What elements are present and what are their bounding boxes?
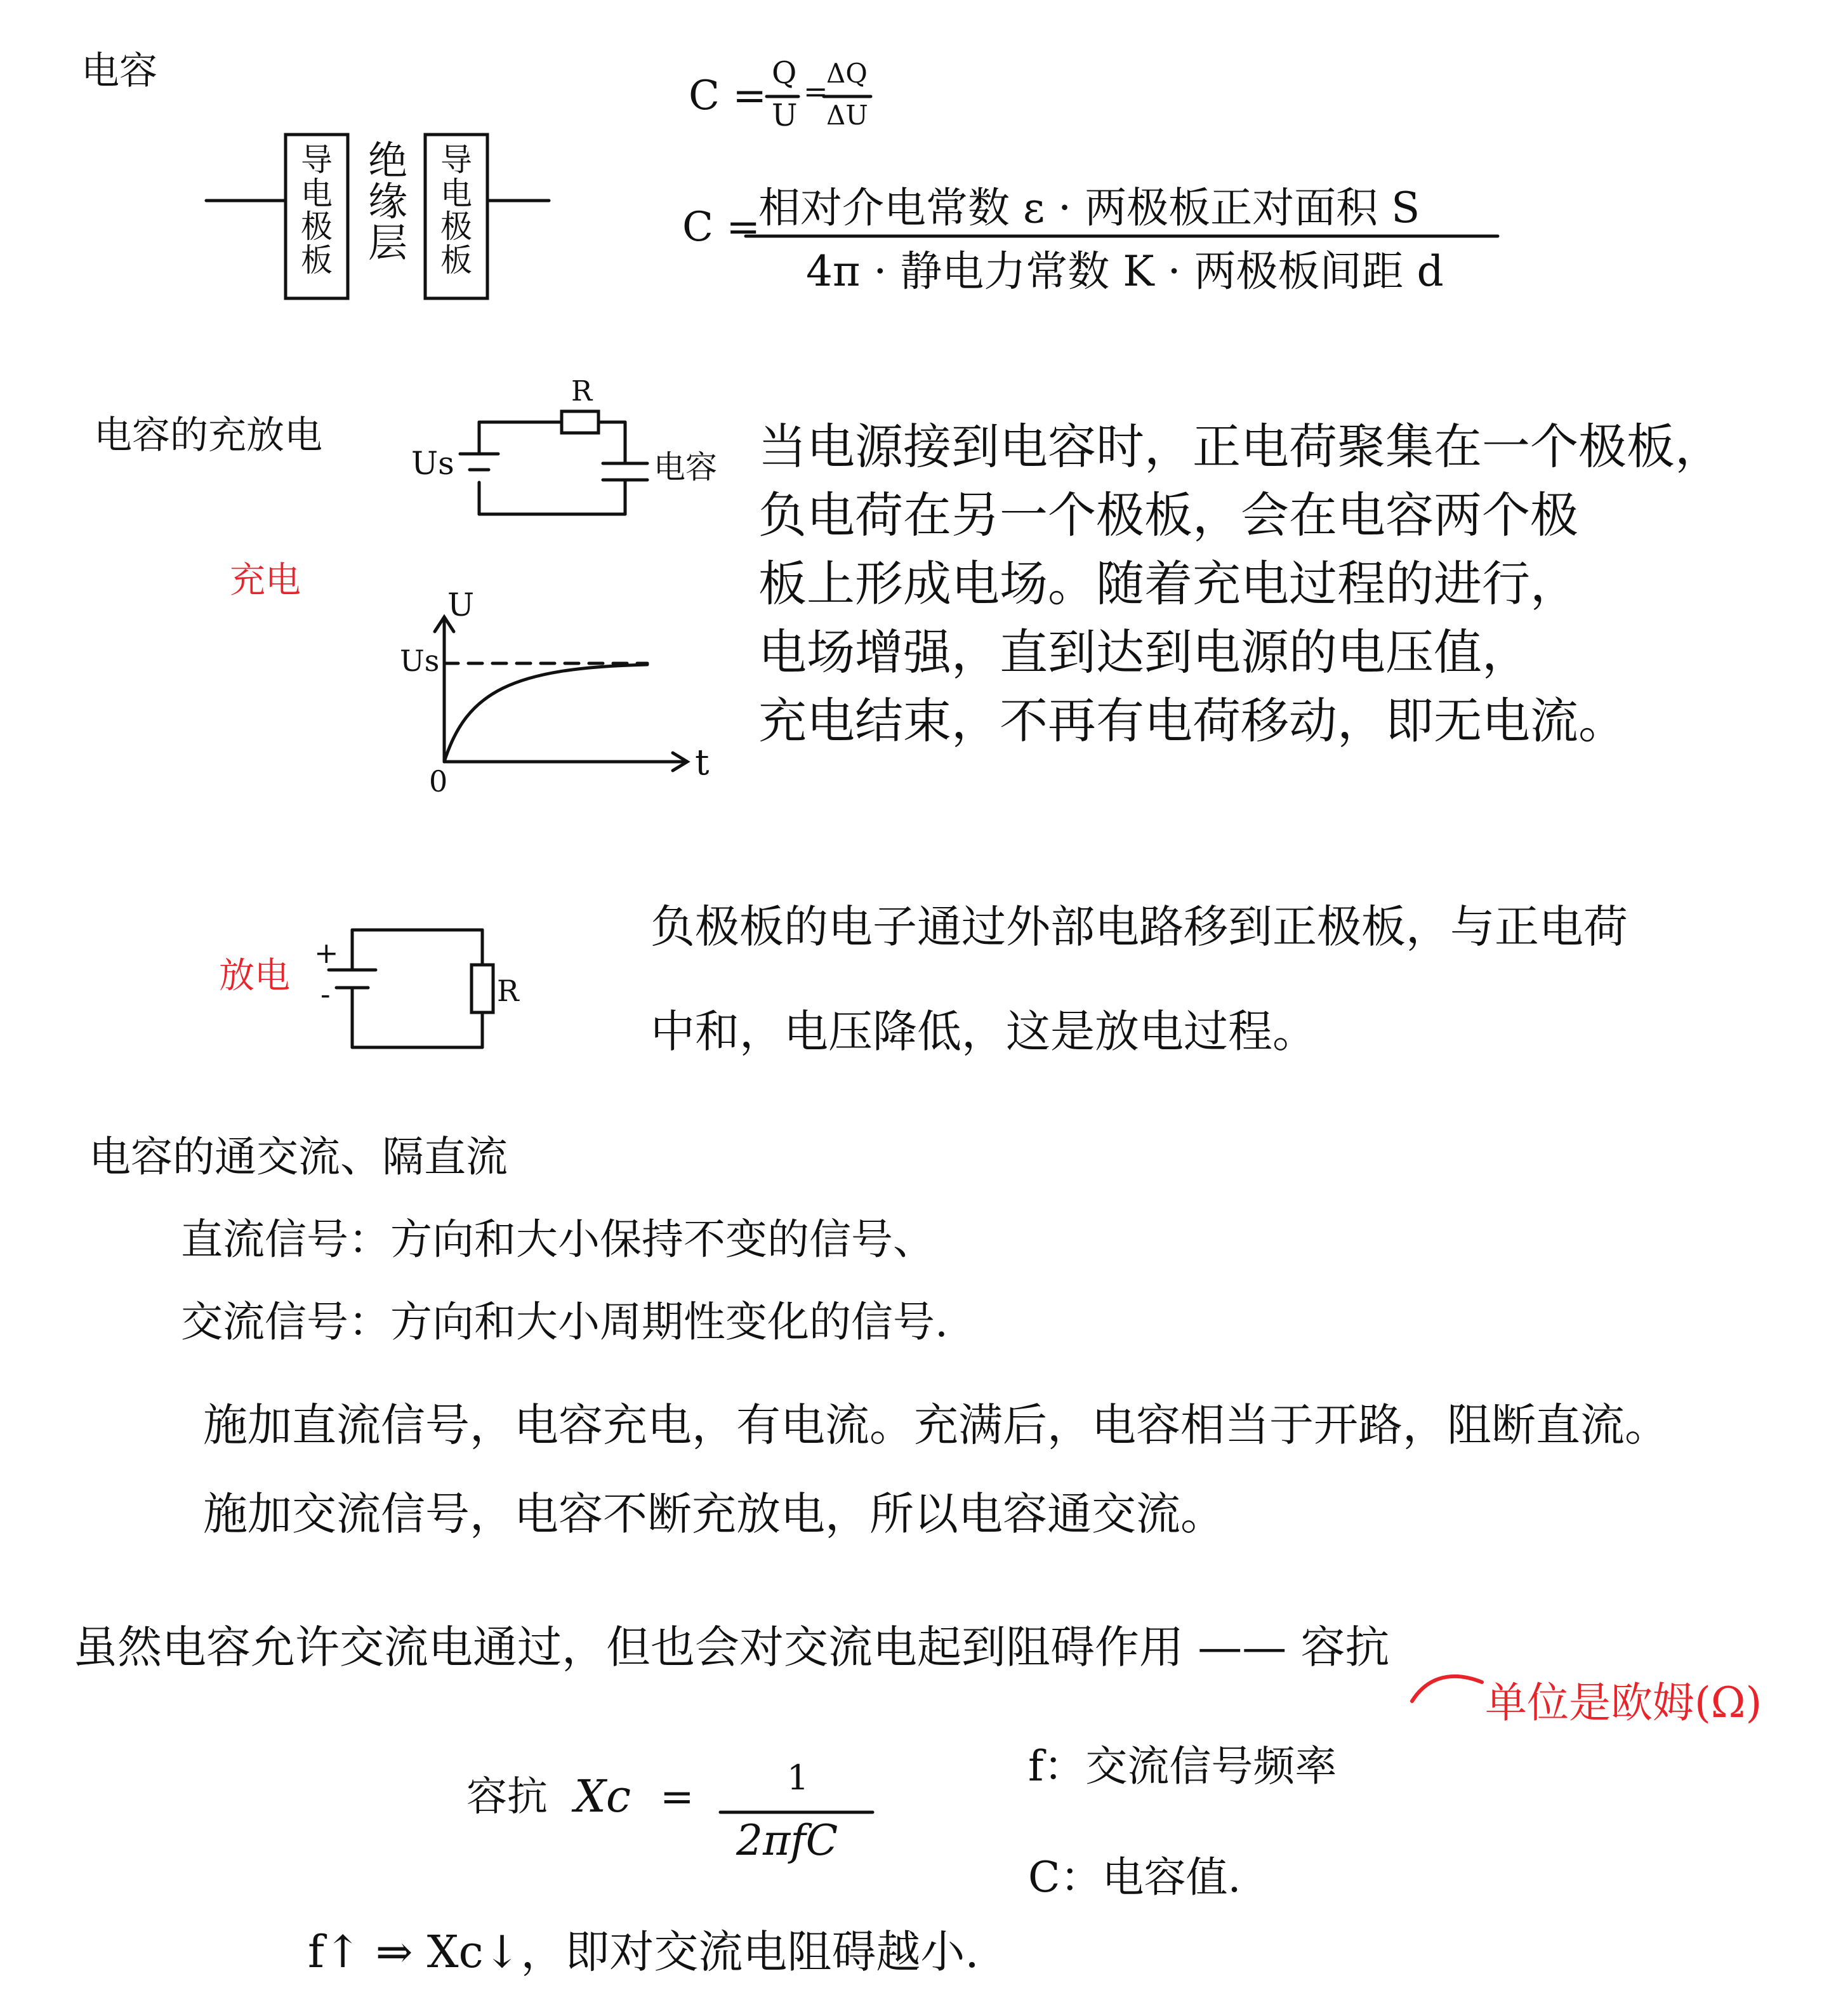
formula1-eq: = [803, 74, 828, 109]
red-underline [1412, 1676, 1482, 1701]
section-title-capacitor: 电容 [81, 49, 157, 93]
dc-explanation: 施加直流信号，电容充电，有电流。充满后，电容相当于开路，阻断直流。 [203, 1399, 1669, 1451]
graph-asymptote-label: Us [400, 644, 440, 678]
formula1-u: U [772, 98, 798, 133]
reactance-intro: 虽然电容允许交流电通过，但也会对交流电起到阻碍作用 —— 容抗 [73, 1621, 1390, 1673]
formula2-lhs: C = [682, 204, 760, 251]
formula1-du: ΔU [826, 100, 868, 131]
discharge-resistor-label: R [497, 974, 519, 1008]
formula1-lhs: C = [689, 72, 767, 119]
legend-capacitance: C：电容值. [1028, 1853, 1241, 1902]
discharge-text-line-2: 中和，电压降低，这是放电过程。 [651, 1005, 1317, 1058]
reactance-unit-note: 单位是欧姆(Ω) [1485, 1678, 1762, 1727]
left-plate-label: 导电极板 [301, 142, 333, 279]
charge-text-line-2: 负电荷在另一个极板，会在电容两个极 [758, 487, 1578, 543]
reactance-formula-symbol: Xc [574, 1770, 631, 1822]
graph-x-axis-label: t [695, 742, 710, 783]
charging-circuit-diagram [460, 411, 647, 514]
reactance-formula-numerator: 1 [787, 1758, 809, 1798]
charging-label: 充电 [230, 560, 301, 600]
section-title-charge-discharge: 电容的充放电 [94, 413, 322, 458]
formula1-q: Q [772, 55, 797, 91]
discharge-text-line-1: 负极板的电子通过外部电路移到正极板，与正电荷 [651, 901, 1628, 953]
charge-text-line-3: 板上形成电场。随着充电过程的进行， [758, 555, 1578, 612]
insulation-layer-label: 绝缘层 [368, 137, 408, 267]
reactance-formula-label: 容抗 [466, 1774, 548, 1820]
charging-capacitor-label: 电容 [654, 449, 717, 486]
legend-frequency: f：交流信号频率 [1028, 1742, 1337, 1791]
right-plate-label: 导电极板 [440, 142, 472, 279]
reactance-conclusion: f↑ ⇒ Xc↓，即对交流电阻碍越小. [308, 1926, 979, 1978]
graph-origin-label: 0 [429, 764, 448, 799]
discharge-minus-sign: - [320, 977, 331, 1011]
reactance-formula-denominator: 2πfC [736, 1816, 838, 1865]
reactance-formula-eq: = [660, 1774, 694, 1820]
charging-source-label: Us [411, 445, 454, 482]
discharge-plus-sign: + [314, 936, 339, 970]
section-title-ac-dc: 电容的通交流、隔直流 [89, 1132, 508, 1181]
charge-text-line-4: 电场增强，直到达到电源的电压值， [758, 624, 1530, 680]
ac-explanation: 施加交流信号，电容不断充放电，所以电容通交流。 [203, 1488, 1225, 1540]
charge-text-line-5: 充电结束，不再有电荷移动，即无电流。 [758, 693, 1627, 749]
ac-definition: 交流信号：方向和大小周期性变化的信号. [181, 1297, 948, 1346]
formula1-dq: ΔQ [826, 58, 868, 89]
dc-definition: 直流信号：方向和大小保持不变的信号、 [181, 1215, 935, 1264]
discharging-label: 放电 [219, 955, 290, 995]
formula2-denominator: 4π · 静电力常数 K · 两极板间距 d [806, 247, 1444, 296]
charge-text-line-1: 当电源接到电容时，正电荷聚集在一个极板， [758, 418, 1723, 475]
charging-graph [435, 617, 687, 771]
graph-y-axis-label: U [447, 587, 475, 623]
discharging-circuit-diagram [329, 930, 493, 1047]
charging-resistor-label: R [571, 375, 593, 408]
formula2-numerator: 相对介电常数 ε · 两极板正对面积 S [758, 183, 1420, 232]
